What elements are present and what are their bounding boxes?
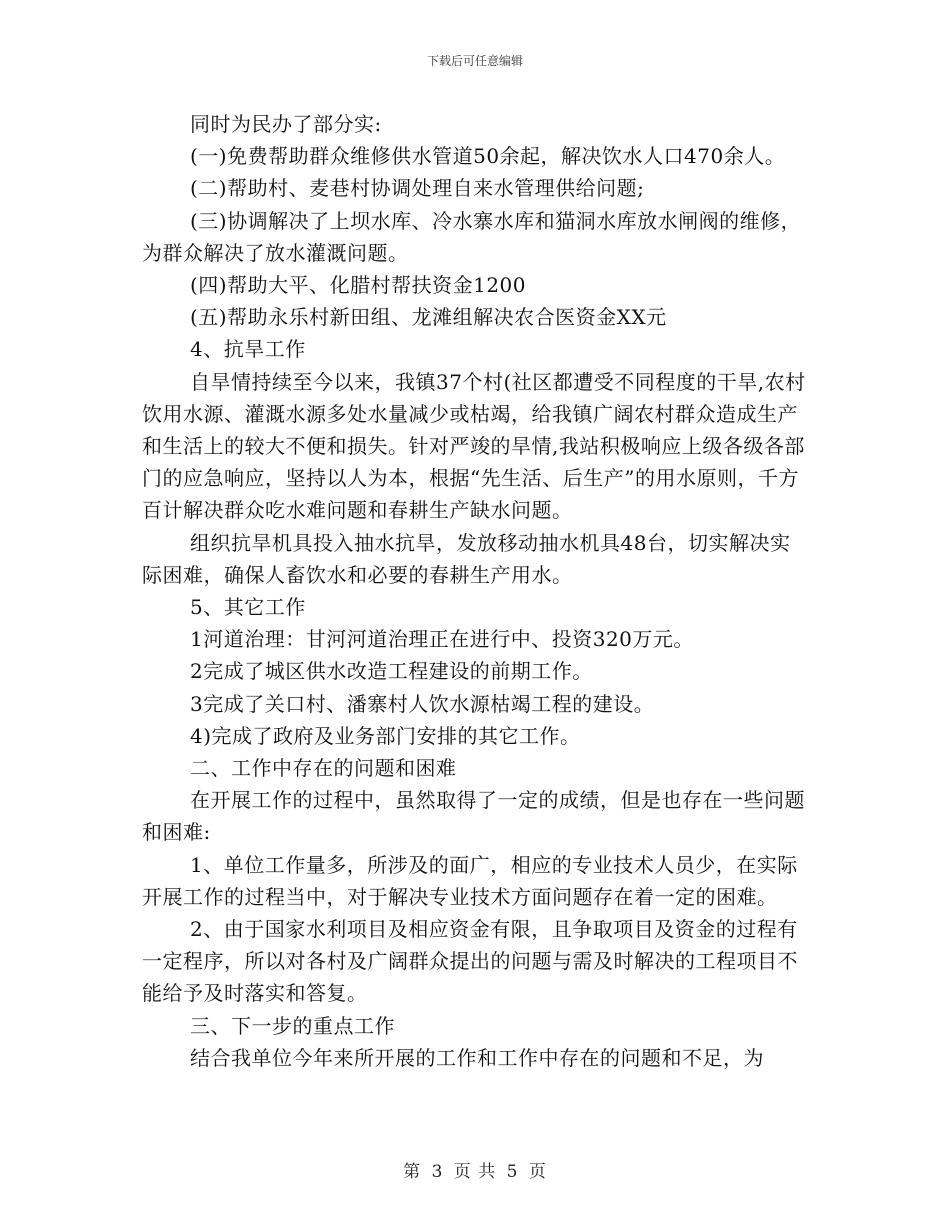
paragraph: 自旱情持续至今以来，我镇37个村(社区都遭受不同程度的干旱,农村饮用水源、灌溉水源多处水量减少或枯竭，给我镇广阔农村群众造成生产和生活上的较大不便和损失。针对严竣的旱情,我站积极响应上级各级各部门的应急响应，坚持以人为本，根据“先生活、后生产”的用水原则，千方百计解决群众吃水难问题和春耕生产缺水问题。 <box>142 369 806 523</box>
section-heading: 4、抗旱工作 <box>190 337 306 362</box>
footer-prefix: 第 <box>403 1162 422 1182</box>
paragraph: (三)协调解决了上坝水库、冷水寨水库和猫洞水库放水闸阀的维修，为群众解决了放水灌溉问题。 <box>142 208 802 265</box>
paragraph: 1、单位工作量多，所涉及的面广，相应的专业技术人员少，在实际开展工作的过程当中，对于解决专业技术方面问题存在着一定的困难。 <box>142 852 798 909</box>
page-header: 下载后可任意编辑 <box>426 54 523 68</box>
paragraph: (四)帮助大平、化腊村帮扶资金1200 <box>190 273 527 298</box>
footer-middle: 页 共 <box>453 1162 497 1182</box>
paragraph: 3完成了关口村、潘寨村人饮水源枯竭工程的建设。 <box>190 691 655 716</box>
paragraph: 4)完成了政府及业务部门安排的其它工作。 <box>190 723 581 748</box>
paragraph: 同时为民办了部分实: <box>190 112 382 136</box>
paragraph: 组织抗旱机具投入抽水抗旱，发放移动抽水机具48台，切实解决实际困难，确保人畜饮水和必要的春耕生产用水。 <box>142 530 791 587</box>
paragraph: 在开展工作的过程中，虽然取得了一定的成绩，但是也存在一些问题和困难: <box>142 788 805 845</box>
current-page-number: 3 <box>431 1162 444 1182</box>
document-body <box>142 108 808 1074</box>
page-footer <box>0 1157 950 1182</box>
paragraph: 结合我单位今年来所开展的工作和工作中存在的问题和不足，为 <box>190 1045 764 1070</box>
paragraph: 1河道治理：甘河河道治理正在进行中、投资320万元。 <box>190 627 694 652</box>
paragraph: 2完成了城区供水改造工程建设的前期工作。 <box>190 659 593 684</box>
paragraph: 2、由于国家水利项目及相应资金有限，且争取项目及资金的过程有一定程序，所以对各村及广阔群众提出的问题与需及时解决的工程项目不能给予及时落实和答复。 <box>142 917 798 1006</box>
paragraph: (一)免费帮助群众维修供水管道50余起，解决饮水人口470余人。 <box>190 144 786 169</box>
section-heading: 5、其它工作 <box>190 595 306 620</box>
footer-suffix: 页 <box>528 1162 547 1182</box>
total-page-count: 5 <box>506 1162 519 1182</box>
section-heading: 二、工作中存在的问题和困难 <box>190 756 457 781</box>
paragraph: (五)帮助永乐村新田组、龙滩组解决农合医资金XX元 <box>190 305 667 330</box>
section-heading: 三、下一步的重点工作 <box>190 1013 395 1038</box>
paragraph: (二)帮助村、麦巷村协调处理自来水管理供给问题; <box>190 176 645 201</box>
